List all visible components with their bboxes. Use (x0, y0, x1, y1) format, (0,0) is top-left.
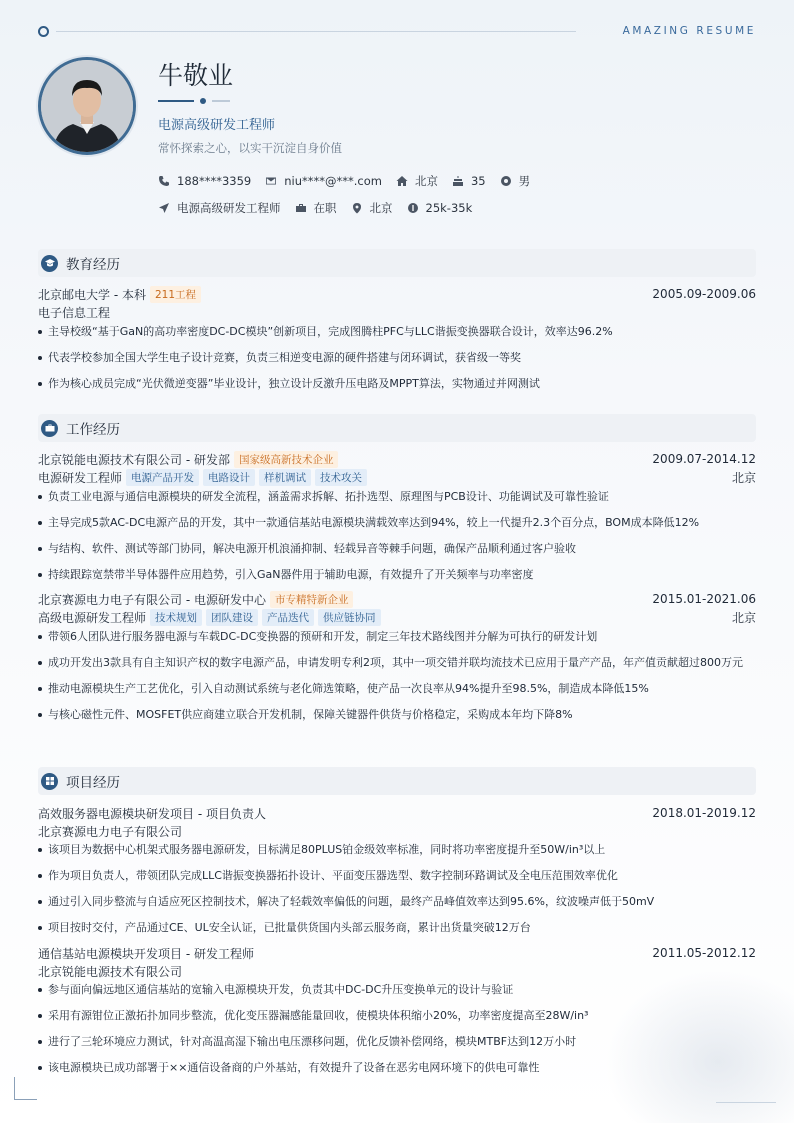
work-head-1 (38, 450, 756, 468)
list-item: 与核心磁性元件、MOSFET供应商建立联合开发机制，保障关键器件供货与价格稳定，采购成本年均下降8% (38, 704, 756, 726)
project-company: 北京锐能电源技术有限公司 (38, 964, 183, 979)
role: 高级电源研发工程师 (38, 610, 147, 625)
grid-icon (45, 776, 55, 786)
education-major-row (38, 303, 756, 321)
job-intent-row (158, 200, 486, 216)
list-item: 进行了三轮环境应力测试，针对高温高湿下输出电压漂移问题，优化反馈补偿网络，模块MTBF达到12万小时 (38, 1031, 756, 1053)
gender-icon (500, 175, 512, 187)
info-phone: 188****3359 (158, 174, 251, 188)
skill-tag: 技术规划 (150, 609, 202, 626)
list-item: 该项目为数据中心机架式服务器电源研发，目标满足80PLUS铂金级效率标准，同时将功率密度提升至50W/in³以上 (38, 839, 756, 861)
location-icon (351, 202, 363, 214)
job-title: 电源高级研发工程师 (158, 118, 276, 133)
skill-tag: 样机调试 (259, 469, 311, 486)
list-item: 带领6人团队进行服务器电源与车载DC-DC变换器的预研和开发，制定三年技术路线图并分解为可执行的研发计划 (38, 626, 756, 648)
company-name: 北京锐能电源技术有限公司 - 研发部 (38, 452, 230, 467)
work-date: 2009.07-2014.12 (652, 452, 756, 466)
project-head-1 (38, 804, 756, 822)
send-icon (158, 202, 170, 214)
work-bullets-1 (38, 486, 756, 590)
list-item: 与结构、软件、测试等部门协同，解决电源开机浪涌抑制、轻载异音等棘手问题，确保产品顺利通过客户验收 (38, 538, 756, 560)
project-date: 2018.01-2019.12 (652, 806, 756, 820)
list-item: 项目按时交付，产品通过CE、UL安全认证，已批量供货国内头部云服务商，累计出货量突破12万台 (38, 917, 756, 939)
project-company: 北京赛源电力电子有限公司 (38, 824, 183, 839)
project-head-2 (38, 944, 756, 962)
home-icon (396, 175, 408, 187)
mail-icon (265, 175, 277, 187)
phone-icon (158, 175, 170, 187)
work-date: 2015.01-2021.06 (652, 592, 756, 606)
list-item: 参与面向偏远地区通信基站的宽输入电源模块开发，负责其中DC-DC升压变换单元的设计与验证 (38, 979, 756, 1001)
header-ring-ornament (38, 26, 49, 37)
project-name: 高效服务器电源模块研发项目 - 项目负责人 (38, 806, 266, 821)
avatar-portrait-icon (41, 60, 133, 152)
section-title: 项目经历 (66, 775, 120, 791)
list-item: 代表学校参加全国大学生电子设计竞赛，负责三相逆变电源的硬件搭建与闭环调试，获省级一等奖 (38, 347, 756, 369)
list-item: 持续跟踪宽禁带半导体器件应用趋势，引入GaN器件用于辅助电源，有效提升了开关频率与功率密度 (38, 564, 756, 586)
work-bullets-2 (38, 626, 756, 730)
avatar (38, 57, 136, 155)
role: 电源研发工程师 (38, 470, 123, 485)
status-icon (295, 202, 307, 214)
info-gender: 男 (500, 173, 531, 189)
cake-icon (452, 175, 464, 187)
corner-ornament-right (716, 1102, 776, 1103)
section-project (38, 767, 756, 795)
skill-tag: 技术攻关 (315, 469, 367, 486)
skill-tag: 团队建设 (206, 609, 258, 626)
section-work (38, 414, 756, 442)
briefcase-icon (45, 423, 55, 433)
info-home: 北京 (396, 173, 438, 189)
work-city: 北京 (731, 470, 756, 485)
education-date: 2005.09-2009.06 (652, 287, 756, 301)
work-role-row-1 (38, 468, 756, 486)
skill-tag: 供应链协同 (318, 609, 381, 626)
work-head-2 (38, 590, 756, 608)
name-underline-ornament (158, 98, 238, 104)
skill-tag: 电源产品开发 (126, 469, 199, 486)
contact-row (158, 173, 544, 189)
salary-icon (407, 202, 419, 214)
education-head (38, 285, 756, 303)
project-bullets-1 (38, 839, 756, 943)
decorative-blur (604, 970, 794, 1123)
work-city: 北京 (731, 610, 756, 625)
section-education (38, 249, 756, 277)
list-item: 作为项目负责人，带领团队完成LLC谐振变换器拓扑设计、平面变压器选型、数字控制环路调试及全电压范围效率优化 (38, 865, 756, 887)
school-name: 北京邮电大学 - 本科 (38, 287, 146, 302)
corner-ornament-left (14, 1077, 37, 1100)
company-name: 北京赛源电力电子有限公司 - 电源研发中心 (38, 592, 266, 607)
list-item: 负责工业电源与通信电源模块的研发全流程，涵盖需求拆解、拓扑选型、原理图与PCB设计、功能调试及可靠性验证 (38, 486, 756, 508)
work-role-row-2 (38, 608, 756, 626)
motto: 常怀探索之心，以实干沉淀自身价值 (158, 141, 342, 155)
list-item: 该电源模块已成功部署于××通信设备商的户外基站，有效提升了设备在恶劣电网环境下的供电可靠性 (38, 1057, 756, 1079)
list-item: 通过引入同步整流与自适应死区控制技术，解决了轻载效率偏低的问题，最终产品峰值效率达到95.6%，纹波噪声低于50mV (38, 891, 756, 913)
info-intent: 电源高级研发工程师 (158, 200, 281, 216)
list-item: 采用有源钳位正激拓扑加同步整流，优化变压器漏感能量回收，使模块体积缩小20%，功率密度提高至28W/in³ (38, 1005, 756, 1027)
brand-text: AMAZING RESUME (622, 25, 756, 37)
section-title: 教育经历 (66, 257, 120, 273)
info-age: 35 (452, 174, 486, 188)
list-item: 作为核心成员完成“光伏微逆变器”毕业设计，独立设计反激升压电路及MPPT算法，实物通过并网测试 (38, 373, 756, 395)
list-item: 主导完成5款AC-DC电源产品的开发，其中一款通信基站电源模块满载效率达到94%，较上一代提升2.3个百分点，BOM成本降低12% (38, 512, 756, 534)
project-company-row-1 (38, 822, 756, 840)
school-tag: 211工程 (150, 286, 201, 303)
candidate-name: 牛敬业 (158, 61, 234, 90)
section-title: 工作经历 (66, 422, 120, 438)
list-item: 推动电源模块生产工艺优化，引入自动测试系统与老化筛选策略，使产品一次良率从94%提升至98.5%，制造成本降低15% (38, 678, 756, 700)
info-location: 北京 (351, 200, 393, 216)
graduation-cap-icon (45, 258, 55, 268)
info-email: niu****@***.com (265, 174, 382, 188)
major: 电子信息工程 (38, 305, 111, 320)
company-tag: 国家级高新技术企业 (234, 451, 339, 468)
list-item: 主导校级“基于GaN的高功率密度DC-DC模块”创新项目，完成图腾柱PFC与LLC谐振变换器联合设计，效率达96.2% (38, 321, 756, 343)
list-item: 成功开发出3款具有自主知识产权的数字电源产品，申请发明专利2项，其中一项交错并联均流技术已应用于量产产品，年产值贡献超过800万元 (38, 652, 756, 674)
info-status: 在职 (295, 200, 337, 216)
info-salary: 25k-35k (407, 201, 473, 215)
header-divider (56, 31, 576, 32)
skill-tag: 产品迭代 (262, 609, 314, 626)
education-bullets (38, 321, 756, 399)
skill-tag: 电路设计 (203, 469, 255, 486)
project-name: 通信基站电源模块开发项目 - 研发工程师 (38, 946, 254, 961)
project-date: 2011.05-2012.12 (652, 946, 756, 960)
company-tag: 市专精特新企业 (270, 591, 354, 608)
